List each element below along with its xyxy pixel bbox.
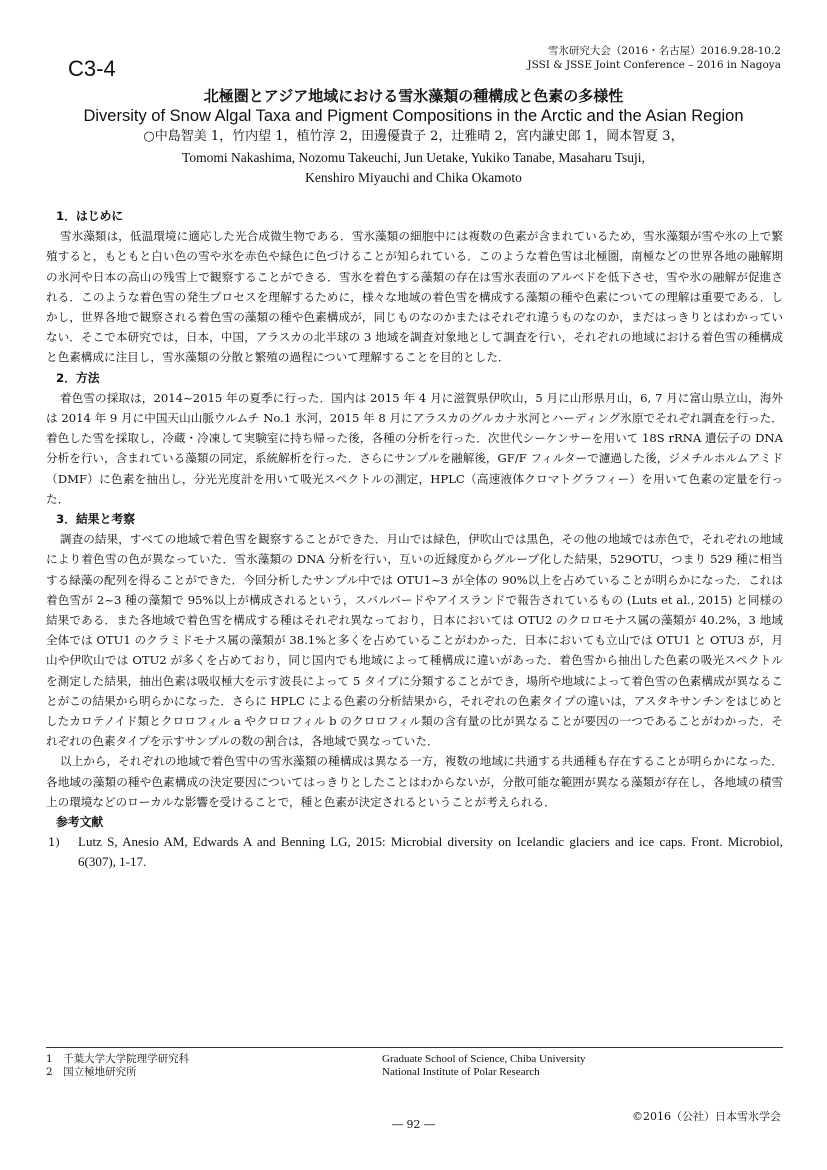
reference-text: Lutz S, Anesio AM, Edwards A and Benning LG, 2015: Microbial diversity on Icelandic glaciers and ice caps. Front. Microbiol, 6(307), 1-17.: [78, 834, 783, 870]
footnote-2-en: National Institute of Polar Research: [382, 1066, 540, 1078]
methods-paragraph: 着色雪の採取は，2014~2015 年の夏季に行った．国内は 2015 年 4 月に滋賀県伊吹山，5 月に山形県月山，6, 7 月に富山県立山，海外は 2014 年 9 月に中国天山山脈ウルムチ No.1 氷河，2015 年 8 月にアラスカのグルカナ氷河とハーディング氷原でそれぞれ調査を行った．着色した雪を採取し，冷蔵・冷凍して実験室に持ち帰った後，各種の分析を行った．次世代シーケンサーを用いて 18S rRNA 遺伝子の DNA 分析を行い，含まれている藻類の同定，系統解析を行った．さらにサンプルを融解後，GF/F フィルターで濾過した後，ジメチルホルムアミド（DMF）に色素を抽出し，分光光度計を用いて吸光スペクトルの測定，HPLC（高速液体クロマトグラフィー）を用いて色素の定量を行った．: [46, 390, 783, 506]
section-heading-intro: 1．はじめに: [56, 209, 124, 223]
authors-english-line2: Kenshiro Miyauchi and Chika Okamoto: [305, 170, 522, 185]
references-heading: 参考文献: [56, 815, 104, 830]
footnotes-english: [382, 1053, 585, 1079]
footnote-divider: [46, 1047, 783, 1048]
conference-line-ja: 雪氷研究大会（2016・名古屋）2016.9.28-10.2: [547, 45, 781, 57]
reference-item: [48, 832, 783, 872]
authors-japanese: ○中島智美 1，竹内望 1，植竹淳 2，田邊優貴子 2，辻雅晴 2，宮内謙史郎 1，岡本智夏 3，: [143, 129, 684, 144]
intro-paragraph: 雪氷藻類は，低温環境に適応した光合成微生物である．雪氷藻類の細胞中には複数の色素が含まれているため，雪氷藻類が雪や氷の上で繁殖すると，もともと白い色の雪や氷を赤色や緑色に色づけることが知られている．このような着色雪は北極圏，南極などの世界各地の融解期の氷河や日本の高山の残雪上で観察することができる．雪氷を着色する藻類の存在は雪氷表面のアルベドを低下させ，雪や氷の融解が促進される．このような着色雪の発生プロセスを理解するために，様々な地域の着色雪を構成する藻類の種や色素についての理解は重要である．しかし，世界各地で観察される着色雪の藻類の種や色素構成が，同じものなのかまたはそれぞれ違うものなのか，まだはっきりとはわかっていない．そこで本研究では，日本，中国，アラスカの北半球の 3 地域を調査対象地として調査を行い，それぞれの地域における着色雪の種構成と色素構成に注目し，雪氷藻類の分散と繁殖の過程について理解することを目的とした．: [46, 229, 783, 365]
title-japanese: 北極圏とアジア地域における雪氷藻類の種構成と色素の多様性: [203, 87, 624, 105]
page-number: ― 92 ―: [392, 1118, 435, 1131]
footnote-1-ja: 1 千葉大学大学院理学研究科: [46, 1053, 190, 1065]
reference-number: 1): [48, 835, 60, 850]
footnote-2-ja: 2 国立極地研究所: [46, 1066, 137, 1078]
footnotes-japanese: [46, 1053, 189, 1079]
session-code: C3-4: [68, 56, 116, 81]
copyright: ©2016（公社）日本雪氷学会: [632, 1110, 781, 1123]
authors-english: [140, 148, 687, 188]
section-heading-methods: 2．方法: [56, 370, 100, 385]
title-english: Diversity of Snow Algal Taxa and Pigment Compositions in the Arctic and the Asian Region: [83, 107, 744, 125]
footnote-1-en: Graduate School of Science, Chiba University: [382, 1053, 586, 1065]
results-paragraph-1: 調査の結果，すべての地域で着色雪を観察することができた．月山では緑色，伊吹山では黒色，その他の地域では赤色で，それぞれの地域により着色雪の色が異なっていた．雪氷藻類の DNA 分析を行い，互いの近縁度からグループ化した結果，529OTU，つまり 529 種に相当する緑藻の配列を得ることができた．今回分析したサンプル中では OTU1~3 が全体の 90%以上を占めていることが明らかになった．これは着色雪が 2~3 種の藻類で 95%以上が構成されるという，スバルバードやアイスランドで報告されているもの (Luts et al., 2015) と同様の結果である．また各地域で着色雪を構成する種はそれぞれ異なっており，日本においては OTU2 のクロロモナス属の藻類が 40.2%，3 地域全体では OTU1 のクラミドモナス属の藻類が 38.1%と多くを占めていることがわかった．日本においても立山では OTU1 と OTU3 が，月山や伊吹山では OTU2 が多くを占めており，同じ国内でも地域によって種構成に違いがあった．着色雪から抽出した色素の吸光スペクトルを測定した結果，抽出色素は吸収極大を示す波長によって 5 タイプに分類することができ，場所や地域によって着色雪の色素構成が異なることがこの結果から明らかになった．さらに HPLC による色素の分析結果から，それぞれの色素タイプの違いは，アスタキサンチンをはじめとしたカロテノイド類とクロロフィル a やクロロフィル b のクロロフィル類の含有量の比が異なることが要因の一つであることがわかった．それぞれの色素タイプを示すサンプルの数の割合は，各地域で異なっていた．: [46, 532, 783, 749]
conference-line-en: JSSI & JSSE Joint Conference – 2016 in Nagoya: [527, 59, 781, 71]
paper-body: [46, 206, 783, 872]
section-heading-results: 3．結果と考察: [56, 512, 135, 527]
conference-info: [481, 44, 781, 72]
authors-english-line1: Tomomi Nakashima, Nozomu Takeuchi, Jun Uetake, Yukiko Tanabe, Masaharu Tsuji,: [182, 150, 645, 165]
results-paragraph-2: 以上から，それぞれの地域で着色雪中の雪氷藻類の種構成は異なる一方，複数の地域に共通する共通種も存在することが明らかになった．各地域の藻類の種や色素構成の決定要因についてはっきりとしたことはわからないが，分散可能な範囲が異なる藻類が存在し，各地域の積雪上の環境などのローカルな影響を受けることで，種と色素が決定されるということが考えられる．: [46, 754, 783, 809]
